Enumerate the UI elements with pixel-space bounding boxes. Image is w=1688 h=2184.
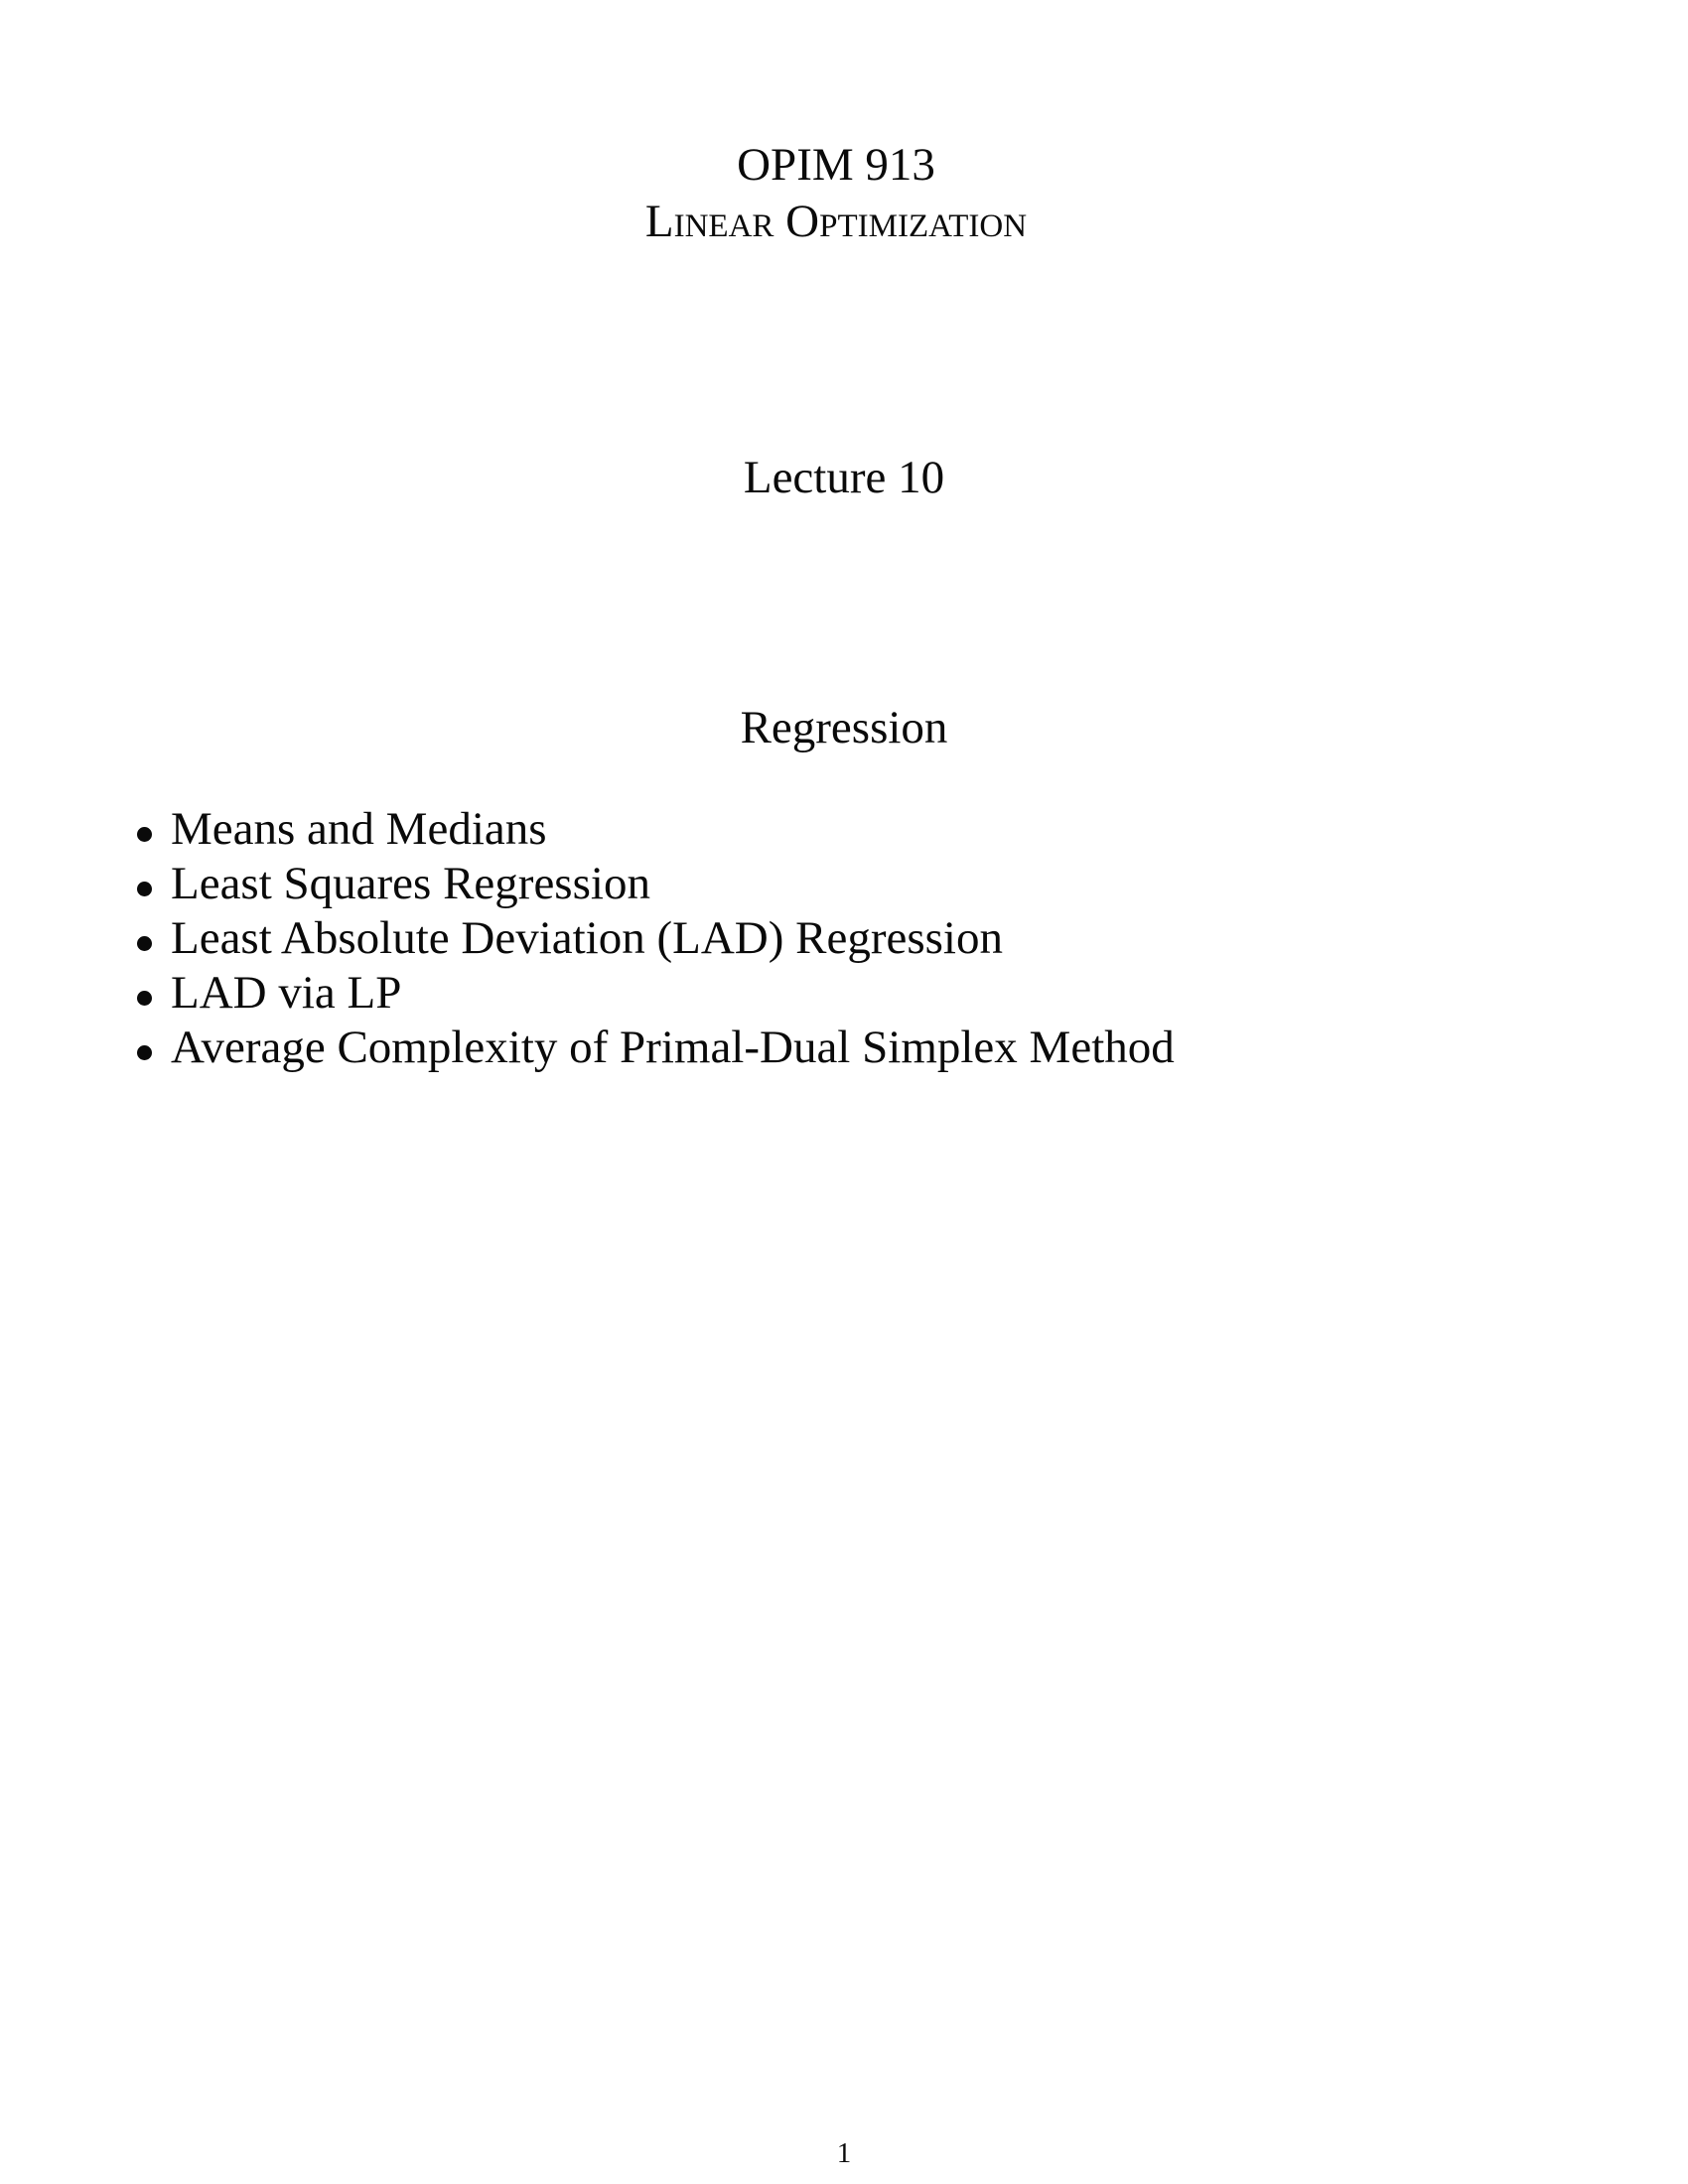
title-block — [0, 137, 1680, 250]
topic-list — [171, 802, 1628, 1075]
course-code: OPIM 913 — [737, 139, 935, 191]
bullet-icon — [137, 882, 152, 896]
list-item — [171, 911, 1628, 966]
list-item-label: Means and Medians — [171, 803, 547, 855]
lecture-heading: Lecture 10 — [743, 452, 945, 503]
page-number: 1 — [836, 2137, 852, 2169]
list-item — [171, 802, 1628, 857]
list-item-label: Least Absolute Deviation (LAD) Regression — [171, 912, 1003, 964]
list-item — [171, 966, 1628, 1021]
bullet-icon — [137, 936, 152, 951]
list-item-label: Least Squares Regression — [171, 858, 650, 909]
bullet-icon — [137, 827, 152, 842]
bullet-icon — [137, 991, 152, 1006]
course-title: Linear Optimization — [644, 196, 1028, 247]
section-heading: Regression — [740, 702, 948, 753]
list-item — [171, 1021, 1628, 1075]
list-item-label: LAD via LP — [171, 967, 402, 1019]
bullet-icon — [137, 1045, 152, 1060]
list-item — [171, 857, 1628, 911]
list-item-label: Average Complexity of Primal-Dual Simplex Method — [171, 1022, 1175, 1073]
